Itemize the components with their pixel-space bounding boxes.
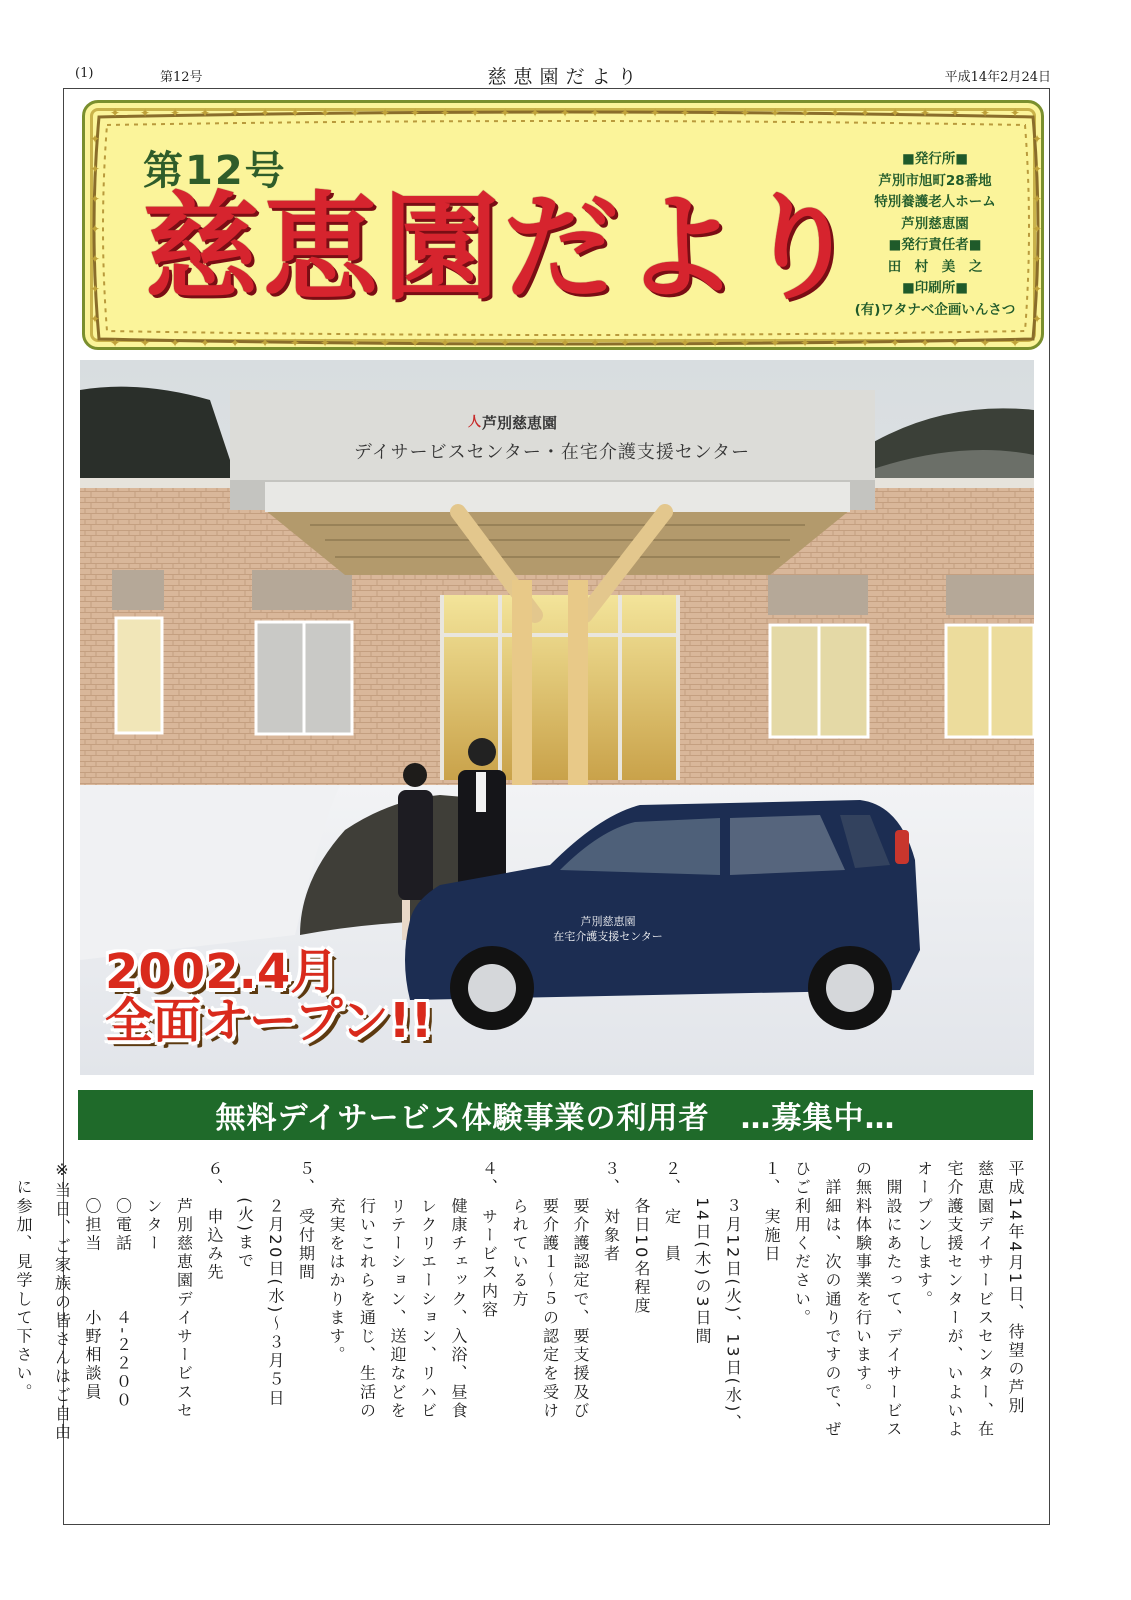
svg-text:✦: ✦ <box>289 336 301 350</box>
svg-text:✦: ✦ <box>1031 162 1043 176</box>
svg-text:✦: ✦ <box>469 336 481 350</box>
svg-text:✦: ✦ <box>289 106 301 120</box>
svg-text:✦: ✦ <box>739 336 751 350</box>
svg-text:✦: ✦ <box>89 282 101 296</box>
article-line: 開設にあたって、デイサービス <box>884 1160 903 1439</box>
article-line: 健康チェック、入浴、昼食 <box>449 1160 468 1421</box>
svg-text:✦: ✦ <box>769 336 781 350</box>
svg-text:✦: ✦ <box>1031 282 1043 296</box>
opening-announcement <box>105 944 433 1049</box>
publisher-heading: ■発行所■ <box>901 151 968 167</box>
car-label-org: 芦別慈恵園 <box>580 915 636 928</box>
svg-text:✦: ✦ <box>709 106 721 120</box>
article-line: 宅介護支援センターが、いよいよ <box>945 1160 964 1439</box>
svg-text:✦: ✦ <box>739 106 751 120</box>
svg-text:✦: ✦ <box>89 132 101 146</box>
svg-text:✦: ✦ <box>919 106 931 120</box>
opening-text: 全面オープン!! <box>105 992 433 1049</box>
svg-text:✦: ✦ <box>889 336 901 350</box>
responsible-name: 田 村 美 之 <box>887 258 983 275</box>
article-line: に参加、見学して下さい。 <box>14 1160 33 1402</box>
svg-text:✦: ✦ <box>649 336 661 350</box>
svg-text:✦: ✦ <box>439 336 451 350</box>
article-line: 平成14年4月1日、待望の芦別 <box>1006 1160 1025 1416</box>
car-label-center: 在宅介護支援センター <box>553 930 663 943</box>
svg-text:✦: ✦ <box>1031 132 1043 146</box>
svg-text:✦: ✦ <box>1031 252 1043 266</box>
svg-text:✦: ✦ <box>589 106 601 120</box>
svg-text:✦: ✦ <box>89 222 101 236</box>
svg-text:✦: ✦ <box>799 106 811 120</box>
page-number: (1) <box>75 66 94 81</box>
svg-text:✦: ✦ <box>619 336 631 350</box>
svg-text:✦: ✦ <box>259 106 271 120</box>
svg-text:✦: ✦ <box>949 106 961 120</box>
article-line: ひご利用ください。 <box>792 1160 812 1328</box>
publisher-info <box>835 149 1035 321</box>
svg-text:✦: ✦ <box>379 336 391 350</box>
article-line: リテーション、送迎などを <box>388 1160 407 1421</box>
article-line: 〇担当 小野相談員 <box>83 1160 102 1402</box>
svg-text:✦: ✦ <box>589 336 601 350</box>
svg-text:✦: ✦ <box>169 106 181 120</box>
article-line: 慈恵園デイサービスセンター、在 <box>975 1160 995 1439</box>
svg-text:✦: ✦ <box>1031 222 1043 236</box>
recruitment-banner: 無料デイサービス体験事業の利用者 …募集中… <box>78 1090 1033 1140</box>
svg-text:✦: ✦ <box>409 336 421 350</box>
article-line: ５、 受付期間 <box>296 1160 316 1283</box>
article-line: ２月20日(水)～３月５日 <box>266 1160 285 1408</box>
svg-text:✦: ✦ <box>319 336 331 350</box>
article-line: の無料体験事業を行います。 <box>853 1160 873 1402</box>
svg-text:✦: ✦ <box>1009 106 1021 120</box>
printer-heading: ■印刷所■ <box>901 280 968 296</box>
svg-text:✦: ✦ <box>679 106 691 120</box>
newsletter-title: 慈恵園だより <box>143 181 863 316</box>
svg-text:✦: ✦ <box>499 106 511 120</box>
svg-text:✦: ✦ <box>89 162 101 176</box>
article-line: ６、 申込み先 <box>205 1160 224 1283</box>
svg-text:✦: ✦ <box>259 336 271 350</box>
article-line: 各日10名程度 <box>632 1160 651 1316</box>
svg-text:✦: ✦ <box>199 336 211 350</box>
svg-text:✦: ✦ <box>319 106 331 120</box>
svg-text:✦: ✦ <box>679 336 691 350</box>
svg-text:✦: ✦ <box>649 106 661 120</box>
header-title: 慈恵園だより <box>487 66 644 88</box>
sign-center: デイサービスセンター・在宅介護支援センター <box>353 442 751 463</box>
publisher-facility: 特別養護老人ホーム <box>874 194 996 210</box>
article-line: ４、 サービス内容 <box>479 1160 499 1320</box>
article-line: 芦別慈恵園デイサービスセ <box>174 1160 194 1421</box>
svg-text:✦: ✦ <box>499 336 511 350</box>
responsible-heading: ■発行責任者■ <box>888 237 982 253</box>
article-line: 14日(木)の3日間 <box>693 1160 712 1347</box>
header-issue: 第12号 <box>160 70 203 85</box>
svg-text:✦: ✦ <box>1009 336 1021 350</box>
article-line: (火)まで <box>235 1160 255 1271</box>
svg-text:✦: ✦ <box>89 312 101 326</box>
article-line: ３、 対象者 <box>601 1160 621 1264</box>
svg-text:✦: ✦ <box>979 106 991 120</box>
svg-text:✦: ✦ <box>1031 192 1043 206</box>
article-line: 〇電話 ４-２２００ <box>113 1160 133 1411</box>
svg-text:✦: ✦ <box>439 106 451 120</box>
svg-text:✦: ✦ <box>139 106 151 120</box>
svg-text:✦: ✦ <box>799 336 811 350</box>
svg-text:✦: ✦ <box>529 336 541 350</box>
masthead <box>82 100 1044 350</box>
publisher-name: 芦別慈恵園 <box>901 215 969 232</box>
svg-text:✦: ✦ <box>409 106 421 120</box>
article-line: ３月12日(火)、13日(水)、 <box>723 1160 743 1433</box>
svg-text:✦: ✦ <box>889 106 901 120</box>
svg-text:✦: ✦ <box>139 336 151 350</box>
sign-org: 芦別慈恵園 <box>482 414 558 432</box>
svg-text:✦: ✦ <box>829 106 841 120</box>
svg-text:✦: ✦ <box>949 336 961 350</box>
article-line: レクリエーション、リハビ <box>418 1160 438 1421</box>
svg-text:✦: ✦ <box>829 336 841 350</box>
header-date: 平成14年2月24日 <box>944 70 1051 85</box>
article-line: ンター <box>144 1160 163 1253</box>
svg-text:✦: ✦ <box>1031 312 1043 326</box>
svg-text:✦: ✦ <box>379 106 391 120</box>
printer-name: (有)ワタナベ企画いんさつ <box>854 301 1016 318</box>
svg-text:✦: ✦ <box>919 336 931 350</box>
article-line: 要介護認定で、要支援及び <box>571 1160 590 1421</box>
svg-text:✦: ✦ <box>559 106 571 120</box>
svg-text:✦: ✦ <box>349 336 361 350</box>
article-line: 要介護１～５の認定を受け <box>540 1160 560 1421</box>
opening-date: 2002.4月 <box>105 944 339 1000</box>
svg-text:✦: ✦ <box>469 106 481 120</box>
svg-text:✦: ✦ <box>709 336 721 350</box>
svg-text:✦: ✦ <box>109 106 121 120</box>
facility-photo <box>80 360 1034 1075</box>
svg-text:✦: ✦ <box>559 336 571 350</box>
svg-text:✦: ✦ <box>529 106 541 120</box>
article-line: 詳細は、次の通りですので、ぜ <box>823 1160 842 1439</box>
article-line: ※当日、ご家族の皆さんはご自由 <box>52 1160 72 1442</box>
article-line: 充実をはかります。 <box>327 1160 346 1365</box>
article-line: オープンします。 <box>914 1160 934 1309</box>
svg-text:✦: ✦ <box>769 106 781 120</box>
svg-text:✦: ✦ <box>109 336 121 350</box>
svg-text:✦: ✦ <box>349 106 361 120</box>
article-line: られている方 <box>510 1160 529 1309</box>
article-line: １、 実施日 <box>762 1160 781 1264</box>
svg-text:✦: ✦ <box>89 252 101 266</box>
svg-text:✦: ✦ <box>859 336 871 350</box>
svg-text:✦: ✦ <box>169 336 181 350</box>
svg-text:✦: ✦ <box>979 336 991 350</box>
article-body <box>14 1160 1030 1505</box>
svg-text:✦: ✦ <box>199 106 211 120</box>
svg-text:✦: ✦ <box>229 336 241 350</box>
svg-text:⼈: ⼈ <box>468 415 482 430</box>
svg-text:✦: ✦ <box>89 192 101 206</box>
issue-number: 第12号 <box>143 148 287 194</box>
svg-text:✦: ✦ <box>859 106 871 120</box>
article-line: ２、 定 員 <box>662 1160 682 1264</box>
svg-text:✦: ✦ <box>229 106 241 120</box>
svg-text:✦: ✦ <box>619 106 631 120</box>
publisher-address: 芦別市旭町28番地 <box>878 172 992 189</box>
article-line: 行いこれらを通じ、生活の <box>357 1160 377 1421</box>
